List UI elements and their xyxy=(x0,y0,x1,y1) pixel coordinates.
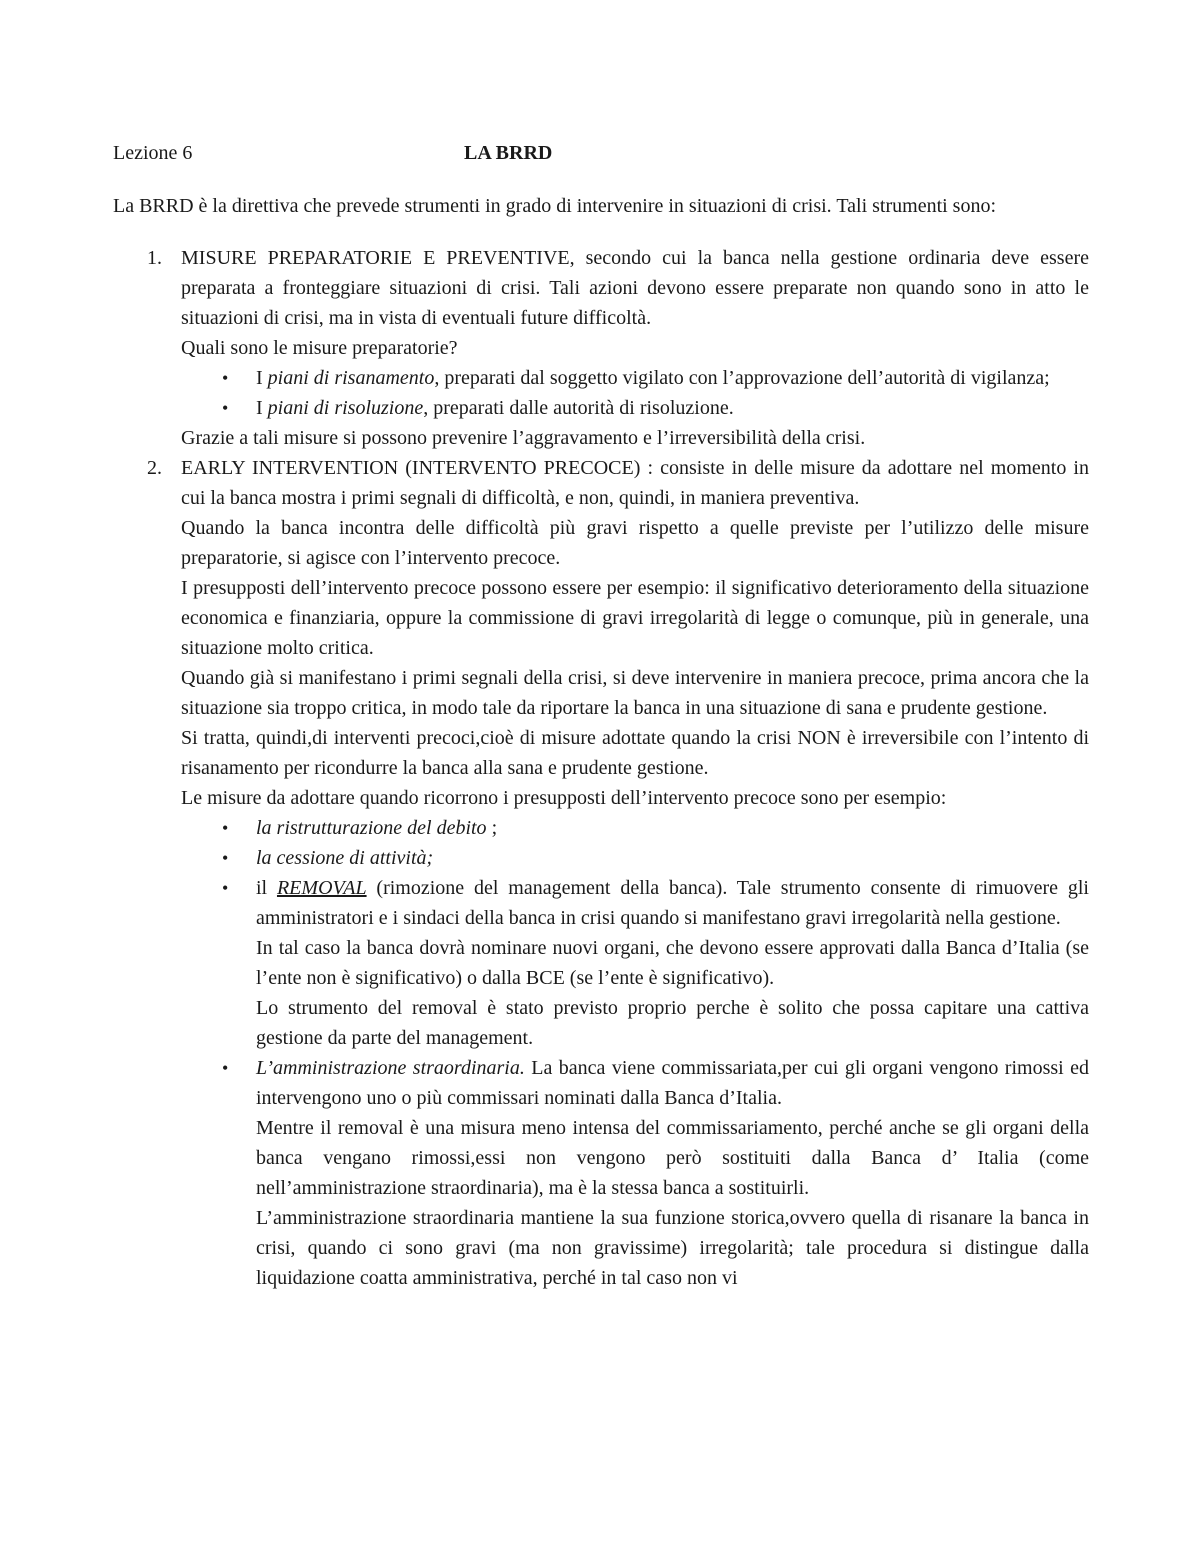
emphasis: la ristrutturazione del debito xyxy=(256,817,487,839)
page-title: LA BRRD xyxy=(464,142,553,164)
list-item-preparatory-measures xyxy=(113,243,1089,453)
bullet-icon: • xyxy=(222,1058,229,1078)
document-body xyxy=(113,191,1089,1293)
bullet-list xyxy=(181,363,1089,423)
emphasis: REMOVAL xyxy=(276,877,367,899)
lesson-number: Lezione 6 xyxy=(113,142,193,164)
paragraph: MISURE PREPARATORIE E PREVENTIVE, secondo cui la banca nella gestione ordinaria deve essere preparata a fronteggiare situazioni di crisi. Tali azioni devono essere preparate non quando sono in atto le situazioni di crisi, ma in vista di eventuali future difficoltà. xyxy=(181,247,1089,329)
bullet-icon: • xyxy=(222,878,229,898)
list-item-removal: • il REMOVAL (rimozione del management della banca). Tale strumento consente di rimuovere gli amministratori e i sindaci della banca in crisi quando si manifestano gravi irregolarità nella gestione. In tal caso la banca dovrà nominare nuovi organi, che devono essere approvati dalla Banca d’Italia (se l’ente non è significativo) o dalla BCE (se l’ente è significativo). Lo strumento del removal è stato previsto proprio perche è solito che possa capitare una cattiva gestione da parte del management. xyxy=(181,873,1089,1053)
emphasis: L’amministrazione straordinaria. xyxy=(256,1057,525,1079)
intro-paragraph: La BRRD è la direttiva che prevede strumenti in grado di intervenire in situazioni di crisi. Tali strumenti sono: xyxy=(113,195,997,217)
paragraph: Quando la banca incontra delle difficoltà più gravi rispetto a quelle previste per l’utilizzo delle misure preparatorie, si agisce con l’intervento precoce. xyxy=(181,517,1089,569)
paragraph: Si tratta, quindi,di interventi precoci,cioè di misure adottate quando la crisi NON è irreversibile con l’intento di risanamento per ricondurre la banca alla sana e prudente gestione. xyxy=(181,727,1089,779)
list-item xyxy=(181,843,1089,873)
list-item: • la ristrutturazione del debito ; xyxy=(181,813,1089,843)
paragraph: I presupposti dell’intervento precoce possono essere per esempio: il significativo deterioramento della situazione economica e finanziaria, oppure la commissione di gravi irregolarità di legge o comunque, più in generale, una situazione molto critica. xyxy=(181,577,1089,659)
list-item-extraordinary-administration: • L’amministrazione straordinaria. La banca viene commissariata,per cui gli organi vengono rimossi ed intervengono uno o più commissari nominati dalla Banca d’Italia. Mentre il removal è una misura meno intensa del commissariamento, perché anche se gli organi della banca vengano rimossi,essi non vengono però sostituiti dalla Banca d’ Italia (come nell’amministrazione straordinaria), ma è la stessa banca a sostituirli. L’amministrazione straordinaria mantiene la sua funzione storica,ovvero quella di risanare la banca in crisi, quando ci sono gravi (ma non gravissime) irregolarità; tale procedura si distingue dalla liquidazione coatta amministrativa, perché in tal caso non vi xyxy=(181,1053,1089,1293)
list-number: 2. xyxy=(147,457,162,479)
paragraph: Grazie a tali misure si possono prevenire l’aggravamento e l’irreversibilità della crisi. xyxy=(181,427,866,449)
main-list xyxy=(113,243,1089,1293)
paragraph: Lo strumento del removal è stato previsto proprio perche è solito che possa capitare una cattiva gestione da parte del management. xyxy=(256,997,1089,1049)
bullet-icon: • xyxy=(222,368,229,388)
paragraph: L’amministrazione straordinaria mantiene la sua funzione storica,ovvero quella di risanare la banca in crisi, quando ci sono gravi (ma non gravissime) irregolarità; tale procedura si distingue dalla liquidazione coatta amministrativa, perché in tal caso non vi xyxy=(256,1207,1089,1289)
list-item: • I piani di risanamento, preparati dal soggetto vigilato con l’approvazione dell’autorità di vigilanza; xyxy=(181,363,1089,393)
paragraph: Mentre il removal è una misura meno intensa del commissariamento, perché anche se gli organi della banca vengano rimossi,essi non vengono però sostituiti dalla Banca d’ Italia (come nell’amministrazione straordinaria), ma è la stessa banca a sostituirli. xyxy=(256,1117,1089,1199)
list-number: 1. xyxy=(147,247,162,269)
bullet-icon: • xyxy=(222,848,229,868)
emphasis: piani di risanamento xyxy=(267,367,435,389)
paragraph: In tal caso la banca dovrà nominare nuovi organi, che devono essere approvati dalla Banca d’Italia (se l’ente non è significativo) o dalla BCE (se l’ente è significativo). xyxy=(256,937,1089,989)
paragraph: EARLY INTERVENTION (INTERVENTO PRECOCE) : consiste in delle misure da adottare nel momento in cui la banca mostra i primi segnali di difficoltà, e non, quindi, in maniera preventiva. xyxy=(181,457,1089,509)
list-item: • I piani di risoluzione, preparati dalle autorità di risoluzione. xyxy=(181,393,1089,423)
bullet-list xyxy=(181,813,1089,1293)
emphasis: la cessione di attività; xyxy=(256,847,434,869)
paragraph: Quali sono le misure preparatorie? xyxy=(181,337,458,359)
emphasis: piani di risoluzione xyxy=(267,397,424,419)
list-item-early-intervention xyxy=(113,453,1089,1293)
bullet-icon: • xyxy=(222,398,229,418)
page-header xyxy=(113,142,1093,170)
paragraph: Quando già si manifestano i primi segnali della crisi, si deve intervenire in maniera precoce, prima ancora che la situazione sia troppo critica, in modo tale da riportare la banca in una situazione di sana e prudente gestione. xyxy=(181,667,1089,719)
bullet-icon: • xyxy=(222,818,229,838)
paragraph: Le misure da adottare quando ricorrono i presupposti dell’intervento precoce sono per esempio: xyxy=(181,787,947,809)
